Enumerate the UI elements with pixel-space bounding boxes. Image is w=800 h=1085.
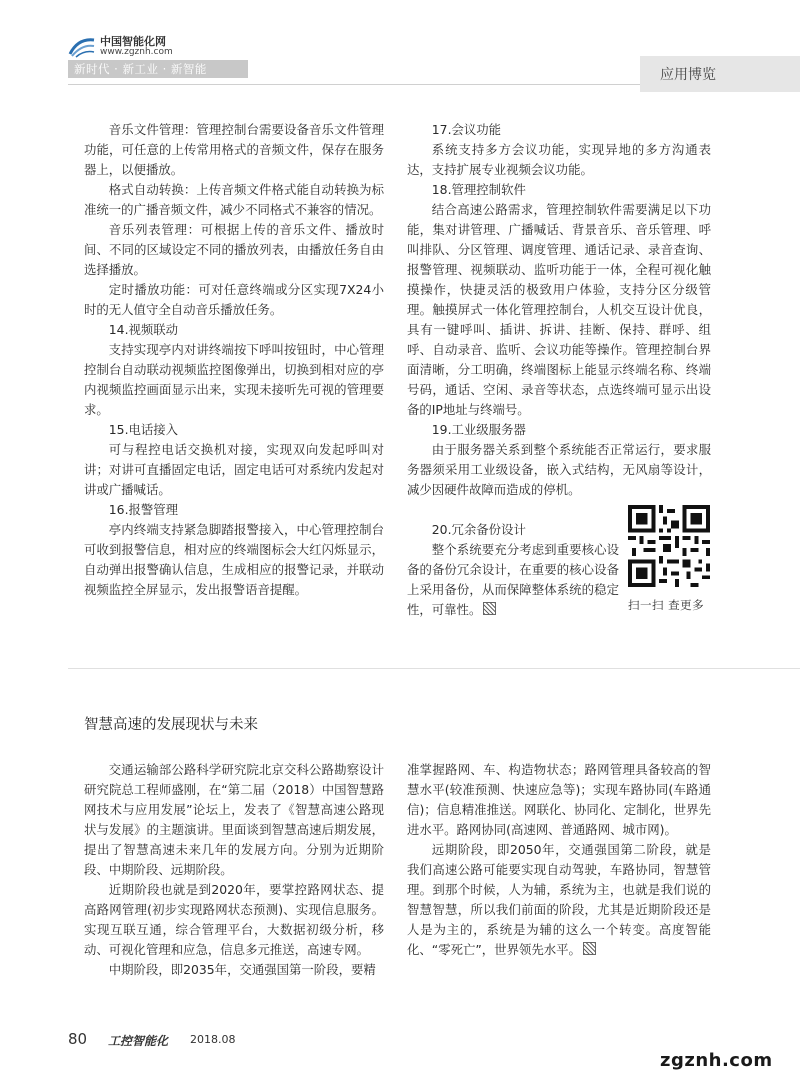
paragraph: 中期阶段，即2035年，交通强国第一阶段，要精	[108, 962, 376, 977]
paragraph: 支持实现亭内对讲终端按下呼叫按钮时，中心管理控制台自动联动视频监控图像弹出，切换到相对应的亭内视频监控画面显示出来，实现未接听先可视的管理要求。	[84, 342, 384, 417]
article-column-right	[407, 760, 711, 960]
paragraph: 可与程控电话交换机对接，实现双向发起呼叫对讲；对讲可直播固定电话，固定电话可对系统内发起对讲或广播喊话。	[84, 442, 384, 497]
paragraph: 结合高速公路需求，管理控制软件需要满足以下功能，集对讲管理、广播喊话、背景音乐、音乐管理、呼叫排队、分区管理、调度管理、通话记录、录音查询、报警管理、视频联动、监听功能于一体，全程可视化触摸操作，快捷灵活的极致用户体验，支持分区分级管理。触摸屏式一体化管理控制台，人机交互设计优良，具有一键呼叫、插讲、拆讲、挂断、保持、群呼、组呼、自动录音、监听、会议功能等操作。管理控制台界面清晰，分工明确，终端图标上能显示终端名称、终端号码，通话、空闲、录音等状态，点选终端可显示出设备的IP地址与终端号。	[407, 202, 711, 417]
section-divider	[68, 668, 800, 669]
subheading: 20.冗余备份设计	[431, 522, 526, 537]
paragraph: 准掌握路网、车、构造物状态；路网管理具备较高的智慧水平(较准预测、快速应急等)；实现车路协同(车路通信)；信息精准推送。网联化、协同化、定制化，世界先进水平。路网协同(高速网、普通路网、城市网)。	[407, 762, 711, 837]
end-mark-icon	[583, 942, 596, 955]
paragraph: 系统支持多方会议功能，实现异地的多方沟通表达，支持扩展专业视频会议功能。	[407, 142, 711, 177]
qr-code[interactable]	[628, 505, 710, 587]
paragraph: 音乐列表管理：可根据上传的音乐文件、播放时间、不同的区域设定不同的播放列表，由播放任务自由选择播放。	[84, 222, 384, 277]
column-left	[84, 120, 384, 600]
issue-date: 2018.08	[190, 1033, 236, 1046]
subheading: 17.会议功能	[431, 122, 502, 137]
logo-icon	[68, 36, 96, 58]
paragraph: 音乐文件管理：管理控制台需要设备音乐文件管理功能，可任意的上传常用格式的音频文件，保存在服务器上，以便播放。	[84, 122, 384, 177]
paragraph-text: 远期阶段，即2050年，交通强国第二阶段，就是我们高速公路可能要实现自动驾驶，车路协同，智慧管理。到那个时候，人为辅，系统为主，也就是我们说的智慧智慧，所以我们前面的阶段，尤其是近期阶段还是人是为主的，系统是为辅的这么一个转变。高度智能化、“零死亡”，世界领先水平。	[407, 842, 711, 957]
site-logo-title: 中国智能化网	[100, 35, 166, 48]
end-mark-icon	[483, 602, 496, 615]
paragraph-text: 整个系统要充分考虑到重要核心设备的备份冗余设计，在重要的核心设备上采用备份，从而保障整体系统的稳定性，可靠性。	[407, 542, 619, 617]
article-column-left	[84, 760, 384, 980]
paragraph: 亭内终端支持紧急脚踏报警接入，中心管理控制台可收到报警信息，相对应的终端图标会大红闪烁显示，自动弹出报警确认信息，生成相应的报警记录，并联动视频监控全屏显示，发出报警语音提醒。	[84, 522, 384, 597]
paragraph	[407, 540, 619, 620]
paragraph: 近期阶段也就是到2020年，要掌控路网状态、提高路网管理(初步实现路网状态预测)、实现信息服务。实现互联互通，综合管理平台，大数据初级分析，移动、可视化管理和应急，信息多元推送，高速专网。	[84, 882, 384, 957]
site-logo-url: www.zgznh.com	[100, 47, 173, 57]
tagline: 新时代 · 新工业 · 新智能	[74, 62, 207, 76]
paragraph: 由于服务器关系到整个系统能否正常运行，要求服务器须采用工业级设备，嵌入式结构，无风扇等设计，减少因硬件故障而造成的停机。	[407, 442, 711, 497]
paragraph: 交通运输部公路科学研究院北京交科公路勘察设计研究院总工程师盛刚，在“第二届（2018）中国智慧路网技术与应用发展”论坛上，发表了《智慧高速公路现状与发展》的主题演讲。里面谈到智慧高速后期发展，提出了智慧高速未来几年的发展方向。分别为近期阶段、中期阶段、远期阶段。	[84, 762, 384, 877]
paragraph: 定时播放功能：可对任意终端或分区实现7X24小时的无人值守全自动音乐播放任务。	[84, 282, 384, 317]
subheading: 14.视频联动	[108, 322, 179, 337]
subheading: 18.管理控制软件	[431, 182, 526, 197]
section-label: 应用博览	[660, 67, 716, 83]
column-right-bottom	[407, 520, 619, 620]
header-divider	[68, 84, 648, 85]
column-right	[407, 120, 711, 500]
paragraph	[407, 840, 711, 960]
subheading: 15.电话接入	[108, 422, 179, 437]
watermark: zgznh.com	[660, 1050, 773, 1071]
paragraph: 格式自动转换：上传音频文件格式能自动转换为标准统一的广播音频文件，减少不同格式不兼容的情况。	[84, 182, 384, 217]
article-title: 智慧高速的发展现状与未来	[84, 717, 258, 733]
magazine-name: 工控智能化	[108, 1034, 169, 1048]
page-number: 80	[68, 1030, 88, 1048]
qr-caption: 扫一扫 查更多	[628, 598, 705, 612]
subheading: 16.报警管理	[108, 502, 179, 517]
subheading: 19.工业级服务器	[431, 422, 526, 437]
